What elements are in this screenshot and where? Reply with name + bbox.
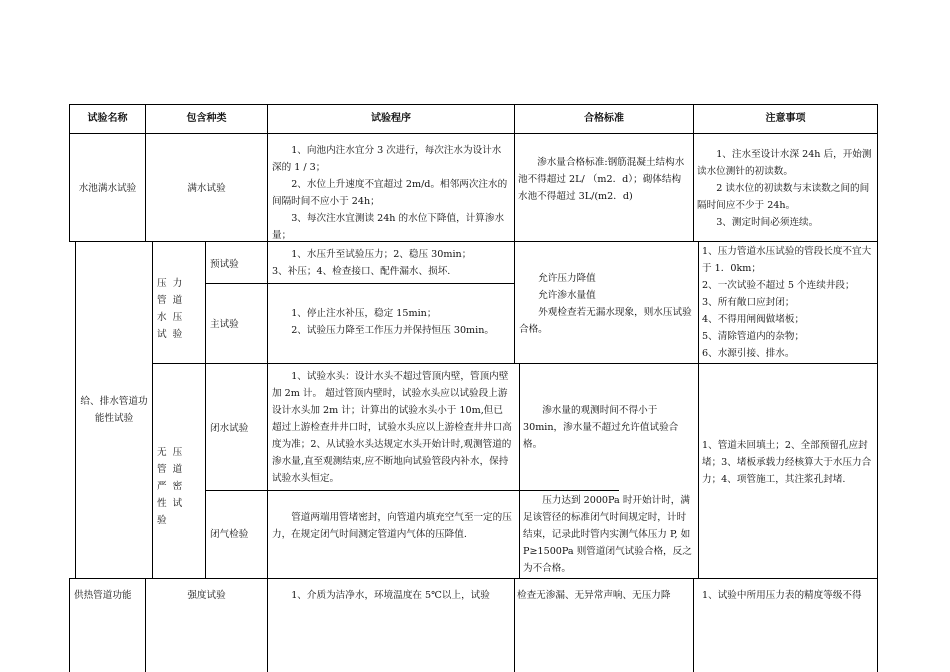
heating-notes: 1、试验中所用压力表的精度等级不得 [702, 590, 862, 601]
group2-test-name: 给、排水管道功能性试验 [80, 396, 148, 424]
pressure-note-4: 4、不得用闸阀做堵板； [702, 314, 805, 325]
pressure-note-3: 3、所有敞口应封闭； [702, 297, 795, 308]
rule-left-group2 [75, 241, 76, 579]
nonpressure-notes: 1、管道未回填土；2、全部预留孔应封堵；3、堵板承载力经核算大于水压力合力；4、项管施工，其注浆孔封堵. [702, 440, 872, 485]
pressure-note-5: 5、清除管道内的杂物； [702, 331, 805, 342]
rule-col2-last [267, 578, 268, 672]
row1-note-2: 2 读水位的初读数与末读数之间的间隔时间应不少于 24h。 [697, 183, 870, 211]
row1-procedure-step-3: 3、每次注水宜测读 24h 的水位下降值，计算渗水量； [272, 213, 505, 241]
row1-category: 满水试验 [187, 183, 226, 194]
pressure-standard-line-1: 允许压力降值 [538, 273, 596, 284]
pretest-line-2: 3、补压；4、检查接口、配件漏水、损坏. [272, 266, 451, 277]
pretest-label: 预试验 [210, 259, 239, 270]
rule-col3-pressure [514, 241, 515, 364]
header-standard: 合格标准 [584, 113, 624, 124]
pressure-note-6: 6、水源引接、排水。 [702, 348, 795, 359]
pressure-standard-line-3: 外观检查若无漏水现象，则水压试验合格。 [519, 307, 692, 335]
air-closed-procedure: 管道两端用管堵密封，向管道内填充空气至一定的压力，在规定闭气时间测定管道内气体的压降值. [272, 512, 512, 540]
pressure-standard-line-2: 允许渗水量值 [538, 290, 596, 301]
air-closed-standard: 压力达到 2000Pa 时开始计时，满足该管径的标准闭气时间规定时，计时结束，记录此时管内实测气体压力 P, 如 P≥1500Pa 则管道闭气试验合格，反之为不合格。 [523, 495, 692, 574]
row1-test-name: 水池满水试验 [78, 183, 137, 194]
rule-col4-nonpressure [698, 363, 699, 579]
heating-standard: 检查无渗漏、无异常声响、无压力降 [517, 590, 671, 601]
maintest-procedure [272, 305, 512, 339]
heating-category: 强度试验 [187, 590, 226, 601]
rule-col4-pressure [698, 241, 699, 364]
rule-pressure-bottom [152, 363, 878, 364]
air-closed-label: 闭气检验 [210, 529, 249, 540]
rule-right [877, 104, 878, 672]
rule-col3-last [514, 578, 515, 672]
rule-col2-group2 [267, 241, 268, 579]
pressure-note-2: 2、一次试验不超过 5 个连续井段； [702, 280, 855, 291]
rule-col1-group2 [152, 241, 153, 579]
maintest-line-2: 2、试验压力降至工作压力并保持恒压 30min。 [291, 325, 494, 336]
rule-left-last [69, 578, 70, 672]
pressure-standard [519, 270, 694, 338]
heating-procedure: 1、介质为洁净水，环境温度在 5℃以上，试验 [291, 590, 490, 601]
water-closed-standard: 渗水量的观测时间不得小于 30min，渗水量不超过允许值试验合格。 [523, 405, 679, 450]
nonpressure-test-category: 无压管道严密性试验 [157, 447, 189, 526]
header-procedure: 试验程序 [371, 113, 411, 124]
pretest-procedure [272, 246, 512, 280]
rule-col3-nonpressure [519, 363, 520, 579]
row1-notes [697, 146, 874, 231]
rule-top [69, 104, 878, 105]
water-closed-procedure: 1、试验水头：设计水头不超过管顶内壁，管顶内壁加 2m 计。 超过管顶内壁时，试验水头应以试验段上游设计水头加 2m 计；计算出的试验水头小于 10m,但已超过上游检查井井口时，试验水头应以上游检查井井口高度为准；2、从试验水头达规定水头开始计时,观测管道的渗水量,直至观测结束,应不断地向试验管段内补水，保持试验水头恒定。 [272, 371, 512, 484]
row1-procedure [272, 142, 510, 244]
rule-sub-col [205, 241, 206, 579]
heating-test-name: 供热管道功能 [74, 590, 132, 601]
header-test-name: 试验名称 [87, 113, 128, 124]
header-category: 包含种类 [186, 113, 227, 124]
row1-note-1: 1、注水至设计水深 24h 后，开始测读水位测针的初读数。 [697, 149, 872, 177]
water-closed-label: 闭水试验 [210, 423, 249, 434]
pressure-notes [702, 243, 875, 362]
row1-procedure-step-2: 2、水位上升速度不宜超过 2m/d。相邻两次注水的间隔时间不应小于 24h； [272, 179, 508, 207]
pressure-test-category: 压力管道水压试验 [157, 278, 189, 340]
maintest-label: 主试验 [210, 319, 239, 330]
pretest-line-1: 1、水压升至试验压力；2、稳压 30min； [291, 249, 472, 260]
rule-col4-last [693, 578, 694, 672]
rule-pretest-bottom [205, 283, 514, 284]
maintest-line-1: 1、停止注水补压，稳定 15min； [291, 308, 437, 319]
row1-procedure-step-1: 1、向池内注水宜分 3 次进行，每次注水为设计水深的 1 / 3； [272, 145, 502, 173]
pressure-note-1: 1、压力管道水压试验的管段长度不宜大于 1．0km； [702, 246, 872, 274]
rule-header-bottom [69, 133, 878, 134]
row1-note-3: 3、测定时间必须连续。 [716, 217, 819, 228]
row1-standard: 渗水量合格标准:钢筋混凝土结构水池不得超过 2L/ （m2．d）；砌体结构水池不得超过 3L/(m2．d) [518, 157, 685, 202]
rule-group2-bottom [69, 578, 878, 579]
header-notes: 注意事项 [765, 113, 806, 124]
